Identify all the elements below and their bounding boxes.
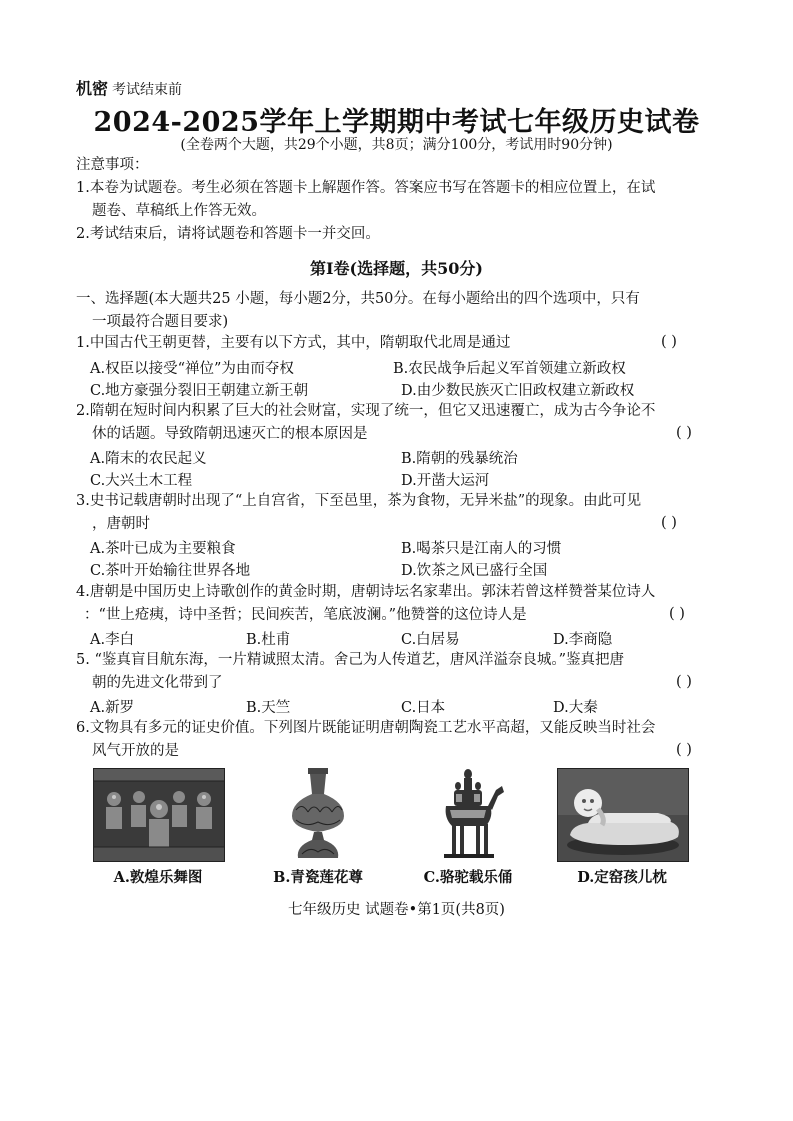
section-title: 第Ⅰ卷(选择题，共50分) bbox=[310, 259, 483, 278]
q4-option-b: B.杜甫 bbox=[246, 632, 291, 648]
note-1-line-1: 1.本卷为试题卷。考生必须在答题卡上解题作答。答案应书写在答题卡的相应位置上，在试 bbox=[76, 180, 656, 196]
q5-option-a: A.新罗 bbox=[90, 700, 135, 716]
ding-kiln-child-pillow-image bbox=[557, 768, 689, 862]
q5-option-b: B.天竺 bbox=[246, 700, 291, 716]
note-1-line-2: 题卷、草稿纸上作答无效。 bbox=[92, 203, 266, 219]
exam-subtitle: (全卷两个大题，共29个小题，共8页；满分100分，考试用时90分钟) bbox=[180, 137, 613, 153]
q4-option-c: C.白居易 bbox=[401, 632, 460, 648]
q5-option-c: C.日本 bbox=[401, 700, 446, 716]
confidential-note: 考试结束前 bbox=[112, 82, 183, 98]
q1-stem-line-1: 1.中国古代王朝更替，主要有以下方式，其中，隋朝取代北周是通过 bbox=[76, 335, 511, 351]
q2-option-d: D.开凿大运河 bbox=[401, 473, 490, 489]
q3-option-a: A.茶叶已成为主要粮食 bbox=[90, 541, 236, 557]
q2-stem-line-2: 休的话题。导致隋朝迅速灭亡的根本原因是 bbox=[92, 426, 368, 442]
q2-stem-line-1: 2.隋朝在短时间内积累了巨大的社会财富，实现了统一，但它又迅速覆亡，成为古今争论不 bbox=[76, 403, 656, 419]
q6-stem-line-2: 风气开放的是 bbox=[92, 743, 179, 759]
q2-option-a: A.隋末的农民起义 bbox=[90, 451, 207, 467]
q2-option-c: C.大兴土木工程 bbox=[90, 473, 193, 489]
camel-musicians-figure-image bbox=[430, 766, 508, 862]
q6-answer-blank: ( ) bbox=[676, 742, 692, 758]
q1-option-c: C.地方豪强分裂旧王朝建立新王朝 bbox=[90, 383, 309, 399]
q5-answer-blank: ( ) bbox=[676, 674, 692, 690]
page-footer: 七年级历史 试题卷•第1页(共8页) bbox=[288, 902, 505, 918]
q5-stem-line-1: 5. “鉴真盲目航东海，一片精诚照太清。舍己为人传道艺，唐风洋溢奈良城。”鉴真把唐 bbox=[76, 652, 625, 668]
q3-stem-line-1: 3.史书记载唐朝时出现了“上自宫省，下至邑里，茶为食物，无异米盐”的现象。由此可见 bbox=[76, 493, 642, 509]
q4-answer-blank: ( ) bbox=[669, 606, 685, 622]
section-intro-line-1: 一、选择题(本大题共25 小题，每小题2分，共50分。在每小题给出的四个选项中，只有 bbox=[76, 291, 640, 307]
confidential-mark bbox=[76, 76, 182, 99]
q1-option-a: A.权臣以接受“禅位”为由而夺权 bbox=[90, 361, 294, 377]
q3-stem-line-2: ，唐朝时 bbox=[92, 516, 150, 532]
image-caption-c: C.骆驼载乐俑 bbox=[423, 869, 513, 886]
celadon-lotus-vessel-image bbox=[282, 766, 354, 862]
q5-stem-line-2: 朝的先进文化带到了 bbox=[92, 675, 223, 691]
q4-option-a: A.李白 bbox=[90, 632, 135, 648]
q2-option-b: B.隋朝的残暴统治 bbox=[401, 451, 518, 467]
q6-stem-line-1: 6.文物具有多元的证史价值。下列图片既能证明唐朝陶瓷工艺水平高超，又能反映当时社会 bbox=[76, 720, 656, 736]
q4-stem-line-1: 4.唐朝是中国历史上诗歌创作的黄金时期，唐朝诗坛名家辈出。郭沫若曾这样赞誉某位诗人 bbox=[76, 584, 656, 600]
confidential-label: 机密 bbox=[76, 79, 109, 98]
q1-answer-blank: ( ) bbox=[661, 334, 677, 350]
q3-option-d: D.饮茶之风已盛行全国 bbox=[401, 563, 548, 579]
q2-answer-blank: ( ) bbox=[676, 425, 692, 441]
exam-title: 2024-2025学年上学期期中考试七年级历史试卷 bbox=[93, 107, 700, 138]
q5-option-d: D.大秦 bbox=[553, 700, 598, 716]
notes-heading: 注意事项： bbox=[76, 157, 149, 173]
q1-option-d: D.由少数民族灭亡旧政权建立新政权 bbox=[401, 383, 635, 399]
q4-stem-line-2: ：“世上疮痍，诗中圣哲；民间疾苦，笔底波澜。”他赞誉的这位诗人是 bbox=[84, 607, 527, 623]
image-caption-d: D.定窑孩儿枕 bbox=[577, 869, 667, 886]
q3-answer-blank: ( ) bbox=[661, 515, 677, 531]
q3-option-c: C.茶叶开始输往世界各地 bbox=[90, 563, 251, 579]
note-2: 2.考试结束后，请将试题卷和答题卡一并交回。 bbox=[76, 226, 380, 242]
dunhuang-mural-image bbox=[93, 768, 225, 862]
section-intro-line-2: 一项最符合题目要求) bbox=[92, 314, 229, 330]
q1-option-b: B.农民战争后起义军首领建立新政权 bbox=[393, 361, 626, 377]
image-caption-b: B.青瓷莲花尊 bbox=[273, 869, 363, 886]
q3-option-b: B.喝茶只是江南人的习惯 bbox=[401, 541, 562, 557]
q4-option-d: D.李商隐 bbox=[553, 632, 613, 648]
image-caption-a: A.敦煌乐舞图 bbox=[113, 869, 203, 886]
